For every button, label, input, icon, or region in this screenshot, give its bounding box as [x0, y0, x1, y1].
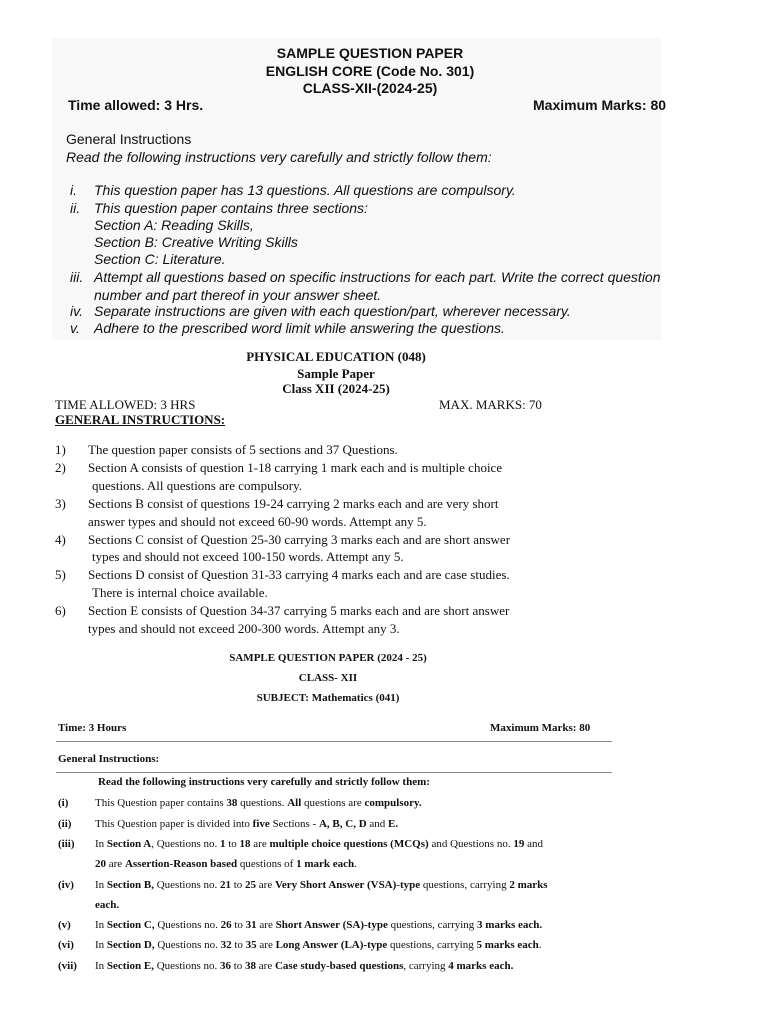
- english-instruction-text: Section A: Reading Skills,: [94, 217, 254, 233]
- maths-instruction-text: [95, 838, 543, 850]
- maths-instruction-fragment: Questions no.: [154, 919, 221, 931]
- maths-instruction-emphasis: 21: [219, 879, 231, 891]
- english-instruction-text: Attempt all questions based on specific instructions for each part. Write the correct question: [94, 269, 661, 285]
- maths-instruction-number: (vi): [58, 939, 74, 951]
- maths-instruction-fragment: to: [225, 838, 240, 850]
- maths-instruction-fragment: questions, carrying: [420, 879, 510, 891]
- physical-instruction-text: The question paper consists of 5 sections and 37 Questions.: [88, 442, 398, 457]
- english-marks: Maximum Marks: 80: [533, 97, 667, 113]
- maths-instruction-fragment: are: [256, 879, 275, 891]
- maths-instruction-fragment: questions, carrying: [387, 919, 478, 931]
- physical-subtitle: Sample Paper: [297, 366, 375, 381]
- maths-instruction-fragment: In: [95, 879, 107, 891]
- maths-instruction-fragment: -: [396, 879, 400, 891]
- maths-instruction-fragment: .: [354, 858, 357, 870]
- maths-instruction-number: (v): [58, 919, 71, 931]
- maths-instruction-fragment: are: [256, 939, 276, 951]
- maths-instruction-fragment: are: [106, 858, 125, 870]
- physical-instruction-text: answer types and should not exceed 60-90 words. Attempt any 5.: [88, 514, 427, 529]
- maths-instruction-fragment: to: [231, 939, 246, 951]
- maths-marks: Maximum Marks: 80: [490, 722, 591, 734]
- maths-instruction-emphasis: 1: [219, 838, 226, 850]
- english-gi-intro: Read the following instructions very carefully and strictly follow them:: [66, 149, 492, 165]
- maths-instruction-emphasis: Very Short Answer (VSA): [274, 879, 397, 891]
- maths-instruction-emphasis: 2 marks: [509, 879, 548, 891]
- maths-instruction-fragment: .: [538, 939, 542, 951]
- english-instruction-text: Section C: Literature.: [94, 251, 226, 267]
- maths-instruction-emphasis: Case study-based questions: [274, 960, 404, 972]
- physical-instruction-number: 3): [55, 496, 66, 511]
- maths-instruction-text: [95, 939, 542, 951]
- maths-divider-bottom: [56, 772, 612, 773]
- english-instruction-number: v.: [70, 320, 80, 336]
- maths-instruction-fragment: In: [95, 960, 107, 972]
- maths-instruction-emphasis: 35: [245, 939, 257, 951]
- physical-gi-heading: GENERAL INSTRUCTIONS:: [55, 412, 226, 427]
- maths-instruction-fragment: questions.: [237, 797, 288, 809]
- maths-instruction-fragment: Questions no.: [154, 939, 221, 951]
- physical-instruction-number: 1): [55, 442, 66, 457]
- physical-instruction-number: 6): [55, 603, 66, 618]
- physical-instruction-text: types and should not exceed 100-150 words. Attempt any 5.: [92, 549, 404, 564]
- maths-instruction-emphasis: Short Answer (SA)-type: [275, 919, 388, 931]
- maths-instruction-emphasis: each.: [95, 899, 120, 911]
- english-instruction-text: Adhere to the prescribed word limit while answering the questions.: [94, 320, 505, 336]
- maths-instruction-emphasis: Section C,: [106, 919, 155, 931]
- maths-class: CLASS- XII: [298, 672, 358, 684]
- maths-instruction-fragment: Questions no.: [153, 879, 220, 891]
- maths-instruction-fragment: questions are: [301, 797, 365, 809]
- maths-instruction-emphasis: 38: [226, 797, 238, 809]
- maths-instruction-number: (vii): [58, 960, 77, 972]
- maths-instruction-fragment: This Question paper contains: [95, 797, 227, 809]
- maths-instruction-fragment: This Question paper is divided into: [95, 818, 253, 830]
- maths-instruction-emphasis: 3 marks each.: [477, 919, 543, 931]
- maths-instruction-emphasis: 20: [95, 858, 106, 870]
- maths-instruction-emphasis: Section A: [106, 838, 152, 850]
- maths-gi-heading: General Instructions:: [58, 753, 160, 765]
- maths-subject: SUBJECT: Mathematics (041): [256, 692, 400, 704]
- maths-instruction-emphasis: compulsory.: [364, 797, 422, 809]
- maths-instruction-fragment: , carrying: [403, 960, 449, 972]
- maths-instruction-text: [95, 960, 513, 972]
- maths-instruction-emphasis: E.: [388, 818, 399, 830]
- maths-instruction-fragment: are: [256, 919, 276, 931]
- maths-instruction-emphasis: 31: [245, 919, 257, 931]
- physical-instruction-text: Sections B consist of questions 19-24 carrying 2 marks each and are very short: [88, 496, 499, 511]
- english-instruction-text: Separate instructions are given with each question/part, wherever necessary.: [94, 303, 571, 319]
- maths-instruction-text: [95, 919, 542, 931]
- maths-divider-top: [56, 741, 612, 742]
- physical-instruction-number: 5): [55, 567, 66, 582]
- maths-instruction-emphasis: type: [399, 879, 421, 891]
- maths-instruction-fragment: In: [95, 939, 107, 951]
- english-instruction-text: This question paper has 13 questions. All questions are compulsory.: [94, 182, 516, 198]
- english-instruction-number: ii.: [70, 200, 81, 216]
- maths-instruction-fragment: and: [524, 838, 543, 850]
- maths-instruction-emphasis: 4 marks each.: [448, 960, 514, 972]
- maths-instruction-fragment: Sections -: [269, 818, 319, 830]
- maths-instruction-text: [95, 818, 398, 830]
- maths-instruction-emphasis: A, B, C, D: [318, 818, 367, 830]
- physical-instruction-text: There is internal choice available.: [92, 585, 268, 600]
- maths-instruction-fragment: to: [230, 960, 246, 972]
- maths-instruction-emphasis: 38: [245, 960, 257, 972]
- physical-instruction-number: 4): [55, 532, 66, 547]
- maths-instruction-fragment: questions of: [237, 858, 297, 870]
- maths-instruction-emphasis: All: [287, 797, 302, 809]
- maths-instruction-emphasis: Section D,: [106, 939, 155, 951]
- maths-instruction-emphasis: Assertion-Reason based: [124, 858, 238, 870]
- maths-instruction-emphasis: multiple choice questions (MCQs): [269, 838, 429, 850]
- maths-instruction-emphasis: Section E,: [106, 960, 154, 972]
- english-time: Time allowed: 3 Hrs.: [68, 97, 204, 113]
- english-instruction-text: Section B: Creative Writing Skills: [94, 234, 298, 250]
- english-instruction-number: i.: [70, 182, 77, 198]
- english-class: CLASS-XII-(2024-25): [302, 80, 438, 96]
- maths-instruction-emphasis: 18: [239, 838, 251, 850]
- english-instruction-number: iii.: [70, 269, 84, 285]
- maths-instruction-fragment: and Questions no.: [428, 838, 514, 850]
- physical-instruction-text: questions. All questions are compulsory.: [92, 478, 303, 493]
- physical-marks: MAX. MARKS: 70: [439, 397, 542, 412]
- maths-instruction-emphasis: Section B,: [106, 879, 154, 891]
- maths-instruction-emphasis: five: [252, 818, 270, 830]
- physical-title: PHYSICAL EDUCATION (048): [246, 349, 426, 364]
- maths-instruction-number: (iv): [58, 879, 74, 891]
- maths-title: SAMPLE QUESTION PAPER (2024 - 25): [229, 652, 427, 664]
- maths-instruction-fragment: are: [256, 960, 275, 972]
- maths-instruction-number: (i): [58, 797, 69, 809]
- maths-instruction-text: [95, 797, 422, 809]
- maths-instruction-emphasis: 5 marks each: [476, 939, 539, 951]
- maths-instruction-emphasis: 26: [220, 919, 232, 931]
- maths-instruction-fragment: , Questions no.: [151, 838, 220, 850]
- maths-instruction-text: [95, 858, 357, 870]
- maths-instruction-emphasis: 36: [219, 960, 231, 972]
- english-instruction-number: iv.: [70, 303, 83, 319]
- english-instruction-text: This question paper contains three sections:: [94, 200, 368, 216]
- physical-class: Class XII (2024-25): [282, 381, 390, 396]
- physical-instruction-number: 2): [55, 460, 66, 475]
- english-title: SAMPLE QUESTION PAPER: [276, 45, 464, 61]
- maths-instruction-emphasis: 1 mark each: [296, 858, 355, 870]
- maths-instruction-emphasis: 32: [220, 939, 232, 951]
- maths-time: Time: 3 Hours: [58, 722, 127, 734]
- physical-instruction-text: Section E consists of Question 34-37 carrying 5 marks each and are short answer: [88, 603, 510, 618]
- maths-instruction-fragment: are: [250, 838, 270, 850]
- maths-instruction-number: (ii): [58, 818, 72, 830]
- maths-instruction-emphasis: Long Answer (LA)-type: [275, 939, 388, 951]
- english-subject: ENGLISH CORE (Code No. 301): [265, 63, 475, 79]
- maths-instruction-fragment: to: [231, 919, 246, 931]
- physical-instruction-text: types and should not exceed 200-300 words. Attempt any 3.: [88, 621, 400, 636]
- maths-instruction-fragment: In: [95, 838, 107, 850]
- maths-instruction-fragment: questions, carrying: [387, 939, 477, 951]
- physical-instruction-text: Sections D consist of Question 31-33 carrying 4 marks each and are case studies.: [88, 567, 510, 582]
- maths-instruction-emphasis: 19: [513, 838, 525, 850]
- maths-instruction-fragment: to: [230, 879, 246, 891]
- physical-time: TIME ALLOWED: 3 HRS: [55, 397, 196, 412]
- physical-instruction-text: Section A consists of question 1-18 carrying 1 mark each and is multiple choice: [88, 460, 503, 475]
- english-gi-heading: General Instructions: [66, 131, 192, 147]
- maths-gi-intro: Read the following instructions very carefully and strictly follow them:: [98, 776, 430, 788]
- maths-instruction-fragment: Questions no.: [153, 960, 220, 972]
- maths-instruction-text: [95, 899, 119, 911]
- maths-instruction-text: [95, 879, 548, 891]
- maths-instruction-emphasis: 25: [245, 879, 257, 891]
- maths-instruction-fragment: and: [366, 818, 389, 830]
- maths-instruction-fragment: In: [95, 919, 107, 931]
- english-instruction-text: number and part thereof in your answer sheet.: [94, 287, 382, 303]
- physical-instruction-text: Sections C consist of Question 25-30 carrying 3 marks each and are short answer: [88, 532, 511, 547]
- maths-instruction-number: (iii): [58, 838, 75, 850]
